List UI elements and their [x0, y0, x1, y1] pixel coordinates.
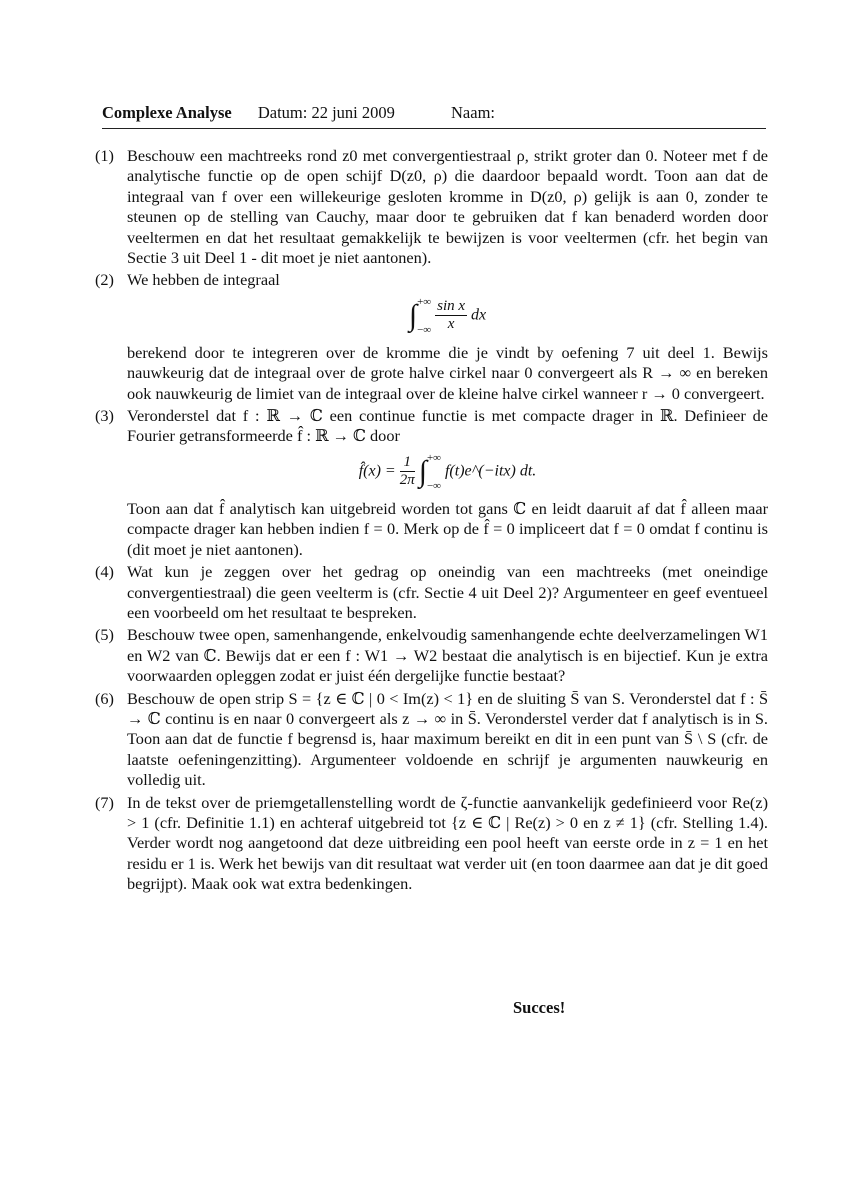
- problem-text-intro: We hebben de integraal: [127, 270, 280, 290]
- integral-sign: ∫: [418, 454, 427, 488]
- problem-text: Beschouw een machtreeks rond z0 met convergentiestraal ρ, strikt groter dan 0. Noteer met f de analytische functie op de open schijf D(z0, ρ) die daardoor bepaald wordt. Toon aan dat de integraal van f over een willekeurige gesloten kromme in D(z0, ρ) gelijk is aan 0, zonder te steunen op de stelling van Cauchy, maar door te gebruiken dat f kan benaderd worden door veeltermen en dat het resultaat gemakkelijk te bewijzen is voor veeltermen (cfr. het begin van Sectie 3 uit Deel 1 - dit moet je niet aantonen).: [127, 146, 768, 268]
- differential: dx: [471, 306, 487, 324]
- problem-number: (2): [95, 270, 114, 290]
- problem-3: [95, 406, 768, 560]
- fourier-equation: [127, 451, 768, 493]
- integral-limits: [427, 451, 441, 493]
- problem-6: [95, 689, 768, 791]
- problem-7: [95, 793, 768, 895]
- problem-text: Beschouw twee open, samenhangende, enkelvoudig samenhangende echte deelverzamelingen W1 en W2 van ℂ. Bewijs dat er een f : W1 → W2 bestaat die analytisch is en bijectief. Kun je extra voorwaarden opleggen zodat er juist één dergelijke functie bestaat?: [127, 625, 768, 686]
- equation-lhs: f̂(x) =: [358, 462, 396, 480]
- problem-text: In de tekst over de priemgetallenstelling wordt de ζ-functie aanvankelijk gedefinieerd voor Re(z) > 1 (cfr. Definitie 1.1) en achteraf uitgebreid tot {z ∈ ℂ | Re(z) > 0 en z ≠ 1} (cfr. Stelling 1.4). Verder wordt nog aangetoond dat deze uitbreiding een pool heeft van eerste orde in z = 1 en het residu er 1 is. Werk het bewijs van dit resultaat wat verder uit (en toon daarmee aan dat je dit goed begrijpt). Maak ook wat extra bedenkingen.: [127, 792, 768, 894]
- problem-text-intro: Veronderstel dat f : ℝ → ℂ een continue functie is met compacte drager in ℝ. Definieer de Fourier getransformeerde f̂ : ℝ → ℂ door: [127, 406, 768, 446]
- problem-2: [95, 270, 768, 404]
- problem-number: (1): [95, 146, 114, 165]
- fraction-numerator: sin x: [437, 298, 466, 315]
- fraction-numerator: 1: [400, 454, 415, 472]
- course-title: Complexe Analyse: [102, 103, 232, 122]
- problem-text-rest: berekend door te integreren over de kromme die je vindt by oefening 7 uit deel 1. Bewijs nauwkeurig dat de integraal over de grote halve cirkel naar 0 convergeert als R → ∞ en bereken ook nauwkeurig de limiet van de integraal over de kleine halve cirkel wanneer r → 0 convergeert.: [127, 342, 768, 403]
- upper-limit: +∞: [417, 295, 432, 308]
- problem-number: (5): [95, 625, 114, 645]
- integral-equation: [127, 295, 768, 337]
- problem-text-rest: Toon aan dat f̂ analytisch kan uitgebreid worden tot gans ℂ en leidt daaruit af dat f̂ alleen maar compacte drager kan hebben indien f = 0. Merk op de f̂ = 0 impliceert dat f = 0 omdat f continu is (dit moet je niet aantonen).: [127, 498, 768, 559]
- problem-text: Beschouw de open strip S = {z ∈ ℂ | 0 < Im(z) < 1} en de sluiting S̄ van S. Veronderstel dat f : S̄ → ℂ continu is en naar 0 convergeert als z → ∞ in S̄. Veronderstel verder dat f analytisch is in S. Toon aan dat de functie f begrensd is, haar maximum bereikt en dit in een punt van S̄ \ S (cfr. de laatste oefeningenzitting). Argumenteer voldoende en schrijf je argumenten nauwkeurig en volledig uit.: [127, 688, 768, 790]
- lower-limit: −∞: [426, 479, 441, 492]
- fraction: [435, 298, 467, 333]
- integral-limits: [417, 295, 431, 337]
- fraction-denominator: 2π: [399, 472, 415, 489]
- lower-limit: −∞: [417, 323, 432, 336]
- coefficient-fraction: [400, 454, 415, 489]
- problem-5: [95, 625, 768, 686]
- problem-list: [95, 146, 768, 897]
- problem-4: [95, 562, 768, 623]
- problem-number: (6): [95, 688, 114, 708]
- problem-1: [95, 146, 768, 268]
- closing-message: Succes!: [513, 998, 566, 1017]
- integral-sign: ∫: [408, 298, 418, 332]
- integrand: f(t)e^(−itx) dt.: [444, 462, 537, 480]
- exam-header: [102, 103, 766, 129]
- problem-text: Wat kun je zeggen over het gedrag op oneindig van een machtreeks (met oneindige convergentiestraal) die geen veelterm is (cfr. Sectie 4 uit Deel 2)? Argumenteer en geef eventueel een voorbeeld om het resultaat te bespreken.: [127, 562, 768, 622]
- exam-date: Datum: 22 juni 2009: [257, 103, 395, 122]
- upper-limit: +∞: [426, 451, 441, 464]
- problem-number: (7): [95, 792, 114, 812]
- name-label: Naam:: [451, 103, 495, 122]
- problem-number: (4): [95, 562, 114, 582]
- fraction-denominator: x: [447, 316, 455, 333]
- problem-number: (3): [95, 406, 114, 426]
